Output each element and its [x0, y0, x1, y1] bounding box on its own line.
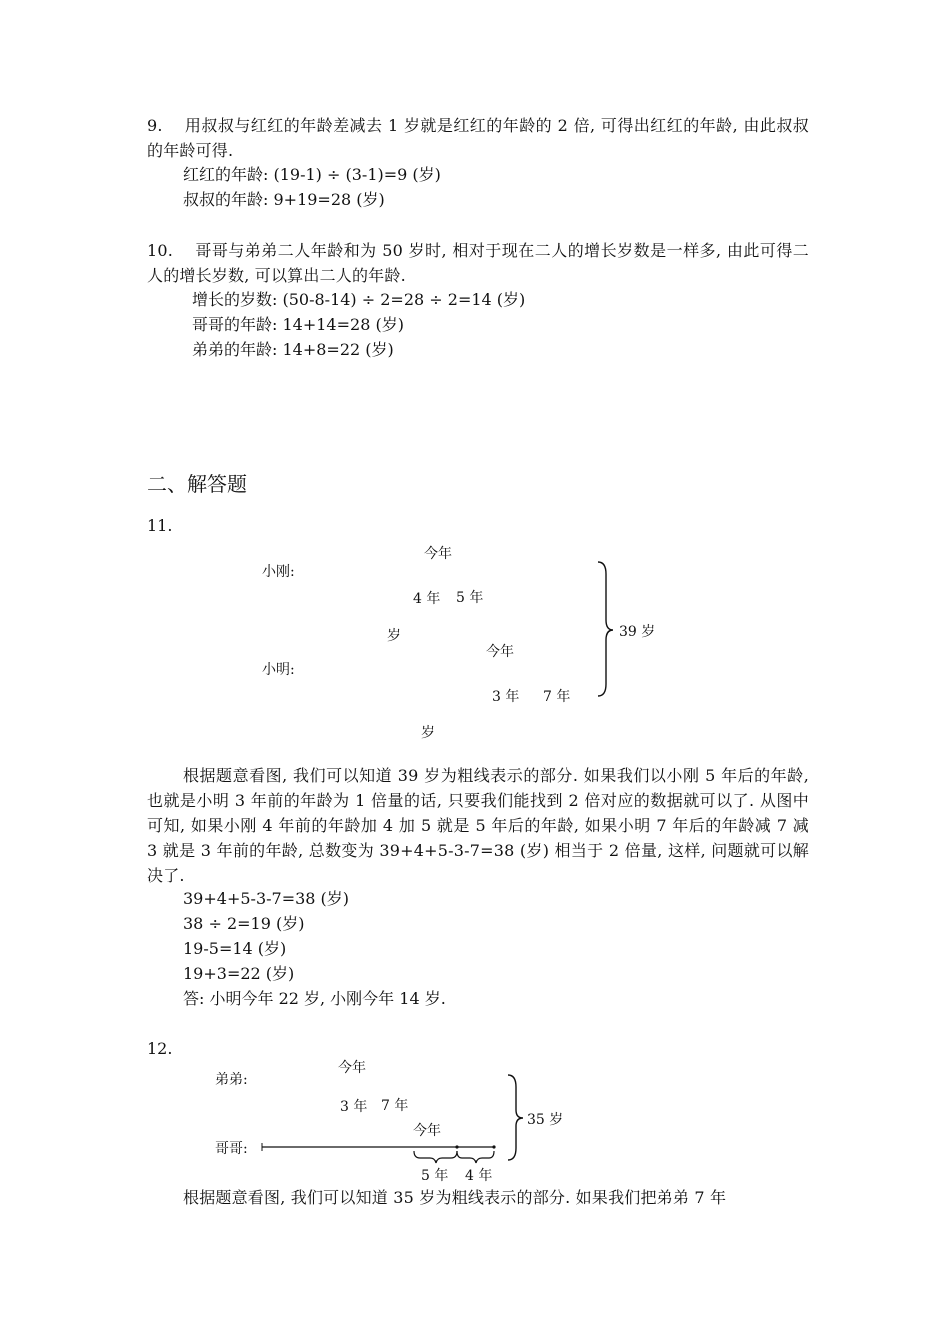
q11-jinnian-bottom: 今年 — [486, 644, 514, 660]
q11-explanation: 根据题意看图, 我们可以知道 39 岁为粗线表示的部分. 如果我们以小刚 5 年后的年龄, 也就是小明 3 年前的年龄为 1 倍量的话, 只要我们能找到 2 倍对应的数据就可以了. 从图中可知, 如果小刚 4 年前的年龄加 4 加 5 就是 5 年后的年龄, 如果小明 7 年后的年龄减 7 减 3 就是 3 年前的年龄, 总数变为 39+4+5-3-7=38 (岁) 相当于 2 倍量, 这样, 问题就可以解决了. — [147, 766, 809, 885]
q11-calc3: 19-5=14 (岁) — [183, 939, 287, 958]
q12-five-year: 5 年 — [421, 1168, 449, 1184]
section-title: 二、解答题 — [147, 472, 247, 496]
q12-tick-dot — [455, 1145, 458, 1148]
q11-calc2: 38 ÷ 2=19 (岁) — [183, 914, 305, 933]
q11-right-brace — [598, 562, 613, 696]
q12-jinnian-top: 今年 — [338, 1060, 366, 1076]
q11-sui-bottom: 岁 — [421, 725, 435, 741]
q12-explanation: 根据题意看图, 我们可以知道 35 岁为粗线表示的部分. 如果我们把弟弟 7 年 — [183, 1188, 727, 1207]
q11-total-label: 39 岁 — [619, 624, 656, 640]
q11-sui-mid: 岁 — [387, 628, 401, 644]
q10-line1: 增长的岁数: (50-8-14) ÷ 2=28 ÷ 2=14 (岁) — [192, 290, 526, 309]
q10-line3: 弟弟的年龄: 14+8=22 (岁) — [192, 340, 394, 359]
q11-answer: 答: 小明今年 22 岁, 小刚今年 14 岁. — [183, 989, 446, 1008]
q12-gege-label: 哥哥: — [215, 1141, 248, 1157]
q12-four-year: 4 年 — [465, 1168, 493, 1184]
q11-three-year: 3 年 — [492, 689, 520, 705]
q12-didi-label: 弟弟: — [215, 1072, 248, 1088]
q11-five-year: 5 年 — [456, 590, 484, 606]
q12-brace-five — [414, 1151, 457, 1163]
q11-calc1: 39+4+5-3-7=38 (岁) — [183, 889, 350, 908]
q9-line2: 叔叔的年龄: 9+19=28 (岁) — [183, 190, 385, 209]
q11-calc4: 19+3=22 (岁) — [183, 964, 295, 983]
q12-jinnian-mid: 今年 — [413, 1123, 441, 1139]
q10-line2: 哥哥的年龄: 14+14=28 (岁) — [192, 315, 404, 334]
q12-seven-year: 7 年 — [381, 1098, 409, 1114]
q10-text: 10. 哥哥与弟弟二人年龄和为 50 岁时, 相对于现在二人的增长岁数是一样多, 由此可得二人的增长岁数, 可以算出二人的年龄. — [147, 241, 809, 285]
q11-jinnian-top: 今年 — [424, 546, 452, 562]
q11-xiaoming-label: 小明: — [262, 662, 295, 678]
q11-number: 11. — [147, 516, 173, 535]
q12-right-brace — [508, 1075, 523, 1160]
q12-brace-four — [457, 1151, 494, 1163]
q11-xiaogang-label: 小刚: — [262, 564, 295, 580]
q9-line1: 红红的年龄: (19-1) ÷ (3-1)=9 (岁) — [183, 165, 441, 184]
q12-number: 12. — [147, 1039, 173, 1058]
q11-seven-year: 7 年 — [543, 689, 571, 705]
q12-total-label: 35 岁 — [527, 1112, 564, 1128]
q11-four-year: 4 年 — [413, 591, 441, 607]
q9-text: 9. 用叔叔与红红的年龄差减去 1 岁就是红红的年龄的 2 倍, 可得出红红的年龄, 由此叔叔的年龄可得. — [147, 116, 809, 160]
q12-end-dot — [492, 1145, 495, 1148]
q12-three-year: 3 年 — [340, 1099, 368, 1115]
